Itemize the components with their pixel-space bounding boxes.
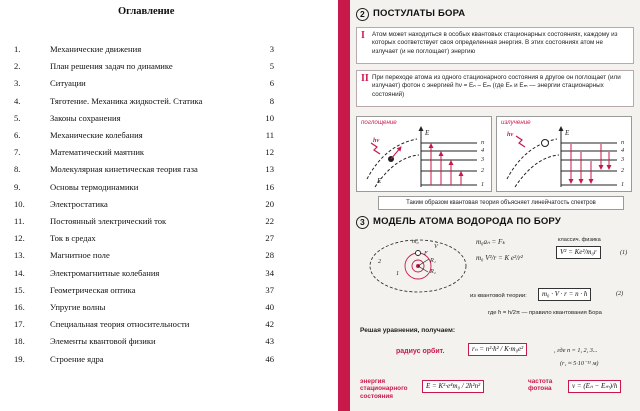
toc-entry-page: 11 [265, 130, 274, 140]
toc-entry-title: Строение ядра [50, 353, 104, 364]
postulate-1-box [356, 27, 634, 64]
toc-entry-page: 12 [265, 147, 274, 158]
level-4-right: 4 [621, 147, 625, 154]
toc-entry [14, 59, 274, 74]
toc-entry-title: Магнитное поле [50, 250, 110, 261]
toc-entry-page: 8 [269, 95, 274, 106]
force-label: F [424, 250, 428, 257]
emission-label: излучение [501, 119, 531, 126]
orbit-label-2: 2 [378, 258, 382, 265]
level-3-right: 3 [621, 156, 625, 163]
toc-entry-page: 40 [265, 302, 274, 312]
toc-entry-number: 7. [14, 147, 21, 158]
toc-entry-title: Постоянный электрический ток [50, 216, 167, 226]
toc-entry-page: 27 [265, 233, 274, 244]
toc-entry [14, 352, 274, 367]
section-3-title: МОДЕЛЬ АТОМА ВОДОРОДА ПО БОРУ [373, 216, 561, 227]
bohr-quantization-rule: где ħ = h/2π — правило квантования Бора [488, 310, 602, 316]
toc-entry-number: 19. [14, 353, 25, 364]
toc-entry-page: 46 [265, 353, 274, 364]
toc-entry-title: Элементы квантовой физики [50, 336, 156, 347]
toc-entry-page: 42 [265, 319, 274, 330]
toc-entry-page: 34 [265, 267, 274, 278]
toc-entry-page: 5 [269, 61, 274, 72]
orbit-radius-formula: rₙ = n²·ħ² / K·m₀e² [468, 343, 527, 356]
eq1-tag: (1) [620, 249, 628, 256]
toc-entry [14, 94, 274, 109]
photon-symbol-right: hν [507, 131, 514, 138]
toc-entry-number: 12. [14, 233, 25, 244]
toc-entry-number: 4. [14, 95, 21, 106]
level-4-left: 4 [481, 147, 485, 154]
level-1-left: 1 [481, 181, 485, 188]
orbit-radius-label: радиус орбит. [396, 348, 445, 355]
table-of-contents [0, 0, 300, 411]
postulate-2-mark: II [361, 73, 369, 84]
eq2-tag: (2) [616, 290, 624, 297]
toc-entry-page: 3 [269, 44, 274, 54]
orbit-index-values: , где n = 1, 2, 3... [554, 347, 598, 354]
toc-entry [14, 42, 274, 57]
toc-entry-number: 1. [14, 44, 21, 54]
toc-entry [14, 197, 274, 212]
toc-entry-title: Ток в средах [50, 233, 96, 244]
postulate-1-mark: I [361, 30, 365, 41]
toc-entry-title: Тяготение. Механика жидкостей. Статика [50, 95, 203, 106]
toc-entry-number: 13. [14, 250, 25, 261]
stationary-energy-label: энергия стационарного состояния [360, 378, 408, 400]
toc-entry [14, 128, 274, 143]
toc-entry [14, 300, 274, 315]
toc-entry-number: 8. [14, 164, 21, 175]
toc-entry-title: План решения задач по динамике [50, 61, 173, 72]
toc-entry-number: 18. [14, 336, 25, 347]
toc-entry [14, 334, 274, 349]
toc-entry-number: 5. [14, 112, 21, 123]
postulate-1-text: Атом может находиться в особых квантовых стационарных состояниях, каждому из которых соответствует своя определенная энергия. В этих состояниях атом не излучает (и не поглощает) энергию [372, 31, 618, 55]
toc-entry-title: Законы сохранения [50, 112, 121, 123]
toc-entry [14, 180, 274, 195]
toc-entry-number: 14. [14, 267, 25, 278]
energy-axis-label-right: E [565, 129, 570, 137]
toc-entry-number: 11. [14, 216, 25, 226]
toc-entry-page: 13 [265, 164, 274, 175]
toc-entry-title: Математический маятник [50, 147, 145, 158]
emission-diagram [496, 116, 632, 192]
toc-entry [14, 248, 274, 263]
toc-entry-number: 9. [14, 181, 21, 192]
photon-symbol-left: hν [373, 137, 380, 144]
toc-entry [14, 162, 274, 177]
toc-entry [14, 145, 274, 160]
textbook-page [338, 0, 640, 411]
toc-entry-number: 10. [14, 198, 25, 209]
toc-entry-number: 15. [14, 284, 25, 295]
velocity-label: V [434, 243, 438, 250]
toc-entry-title: Ситуации [50, 78, 86, 89]
level-1-right: 1 [621, 181, 625, 188]
toc-title: Оглавление [118, 6, 175, 17]
toc-entry-title: Механические колебания [50, 130, 143, 140]
toc-entry [14, 214, 274, 229]
toc-entry-title: Геометрическая оптика [50, 284, 136, 295]
toc-entry-number: 2. [14, 61, 21, 72]
classical-physics-label: классич. физика [558, 237, 601, 243]
electron-circle [542, 140, 549, 147]
toc-entry-page: 20 [265, 198, 274, 209]
orbit-radius-r1: R₁ [430, 257, 436, 264]
toc-entry [14, 283, 274, 298]
toc-entry [14, 231, 274, 246]
photon-frequency-formula: ν = (Eₙ − Eₘ)/h [568, 380, 621, 393]
toc-entry-title: Молекулярная кинетическая теория газа [50, 164, 198, 175]
orbit-radius-r2: R₂ [430, 268, 436, 275]
newton-equation: m₀aₙ = Fₖ [476, 238, 506, 246]
postulate-2-box [356, 70, 634, 107]
quantum-formula-box: m₀ · V · r = n · ħ [538, 288, 591, 301]
toc-entry-title: Электростатика [50, 198, 108, 209]
quantum-theory-label: из квантовой теории: [470, 293, 527, 299]
kinetic-equation: m₀ V²/r = K e²/r² [476, 254, 523, 262]
orbit-label-1: 1 [396, 270, 400, 277]
stationary-energy-formula: E = K²·e⁴m₀ / 2ħ²n² [422, 380, 484, 393]
page-margin-bar [338, 0, 350, 411]
electron-orbit-dot [416, 251, 421, 256]
toc-entry-page: 43 [265, 336, 274, 347]
level-2-right: 2 [621, 167, 625, 174]
toc-entry-number: 6. [14, 130, 21, 140]
toc-entry-title: Упругие волны [50, 302, 106, 312]
toc-entry-page: 6 [269, 78, 274, 89]
toc-entry-title: Основы термодинамики [50, 181, 139, 192]
spectra-caption: Таким образом квантовая теория объясняет линейчатость спектров [378, 196, 624, 210]
toc-entry-number: 17. [14, 319, 25, 330]
bohr-radius-value: (r₁ ≈ 5·10⁻¹¹ м) [560, 360, 599, 367]
toc-entry-page: 28 [265, 250, 274, 261]
section-3-heading [356, 216, 561, 232]
electron-mass-label: m₀ [412, 238, 419, 245]
toc-entry-number: 3. [14, 78, 21, 89]
absorption-label: поглощение [361, 119, 397, 126]
toc-entry-page: 10 [265, 112, 274, 123]
toc-entry [14, 111, 274, 126]
energy-axis-label-left: E [425, 129, 430, 137]
section-2-number: 2 [356, 8, 369, 21]
photon-frequency-label: частота фотона [528, 378, 553, 393]
toc-entry [14, 317, 274, 332]
postulate-2-text: При переходе атома из одного стационарного состояния в другое он поглощает (или излучает) фотон с энергией hν = Eₙ – Eₘ (где Eₙ и Eₘ — энергии стационарных состояний) [372, 74, 621, 98]
level-n-left: n [481, 139, 485, 146]
toc-entry-number: 16. [14, 302, 25, 312]
classical-formula-box: V² = Ke²/m₀r [556, 246, 601, 259]
photon-wave-icon [516, 136, 525, 147]
toc-entry-title: Специальная теория относительности [50, 319, 190, 330]
section-2-title: ПОСТУЛАТЫ БОРА [373, 8, 466, 19]
toc-entry-page: 16 [265, 181, 274, 192]
section-2-heading [356, 8, 465, 24]
toc-entry [14, 266, 274, 281]
energy-level-label-left: E [377, 177, 382, 185]
level-3-left: 3 [481, 156, 485, 163]
absorption-diagram [356, 116, 492, 192]
toc-entry [14, 76, 274, 91]
level-2-left: 2 [481, 167, 485, 174]
section-3-number: 3 [356, 216, 369, 229]
level-n-right: n [621, 139, 625, 146]
toc-entry-page: 37 [265, 284, 274, 295]
toc-entry-page: 22 [265, 216, 274, 226]
toc-entry-title: Механические движения [50, 44, 142, 54]
solving-label: Решая уравнения, получаем: [360, 327, 456, 334]
toc-entry-title: Электромагнитные колебания [50, 267, 160, 278]
